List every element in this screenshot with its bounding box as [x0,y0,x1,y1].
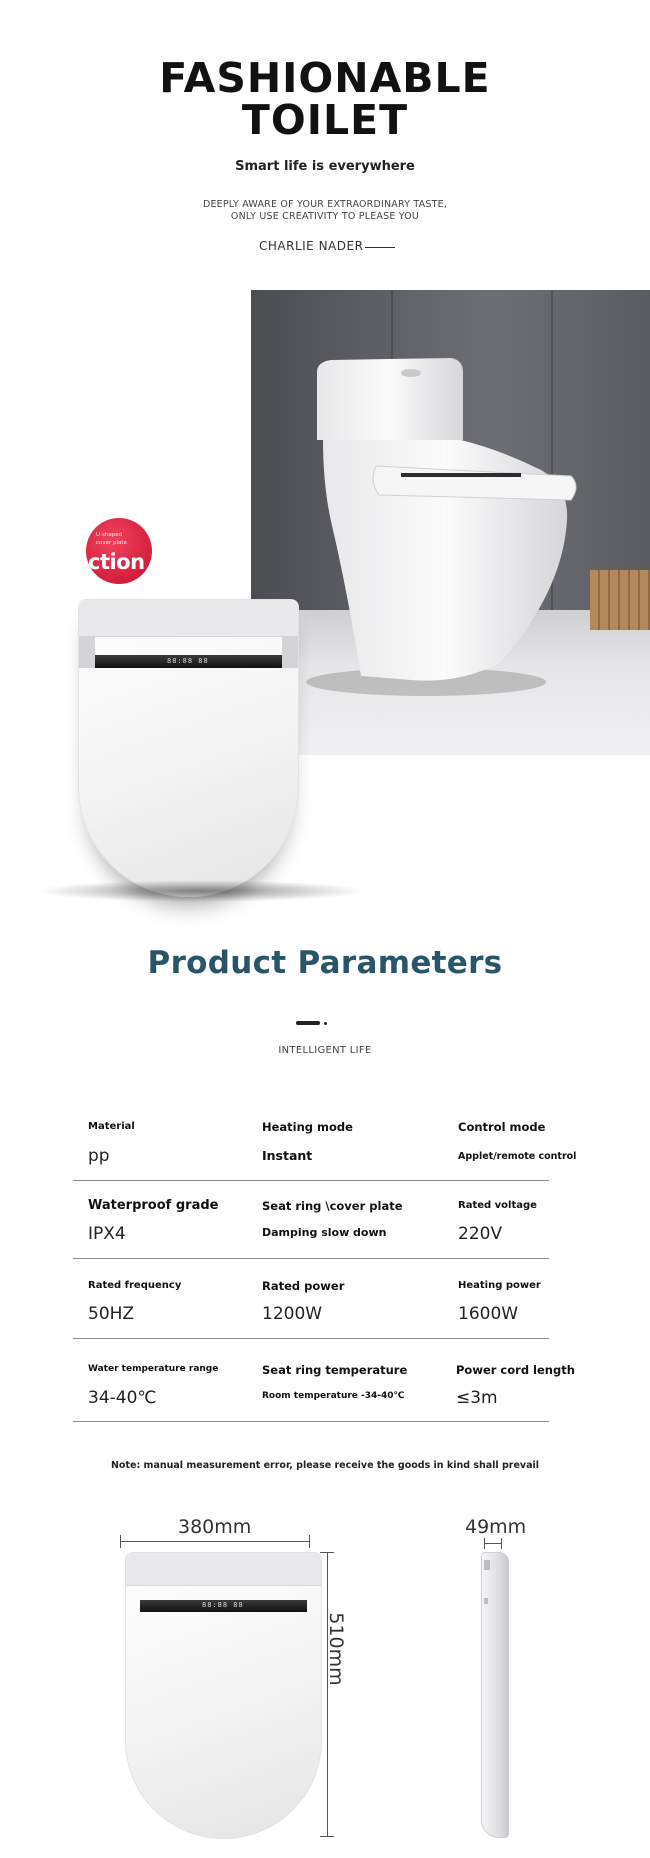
param-label-rated-voltage: Rated voltage [458,1200,537,1211]
dimension-display-bar [140,1600,307,1612]
cover-plate-product [78,599,299,897]
author-divider [365,247,395,248]
hero-author: CHARLIE NADER [259,239,364,253]
param-label-control-mode: Control mode [458,1120,546,1134]
dimension-height-label: 510mm [325,1612,347,1686]
badge-small-line2: cover plate [96,540,127,546]
param-value-waterproof-grade: IPX4 [88,1224,126,1244]
param-label-seat-ring-cover: Seat ring \cover plate [262,1199,403,1213]
dimension-width-label: 380mm [178,1516,252,1538]
dimension-width-line [120,1541,310,1542]
param-label-rated-frequency: Rated frequency [88,1280,182,1291]
param-label-seat-ring-temperature: Seat ring temperature [262,1363,408,1377]
hero-tagline-line2: ONLY USE CREATIVITY TO PLEASE YOU [230,211,420,222]
param-value-power-cord-length: ≤3m [456,1388,498,1408]
measurement-note: Note: manual measurement error, please receive the goods in kind shall prevail [110,1460,540,1471]
param-row-divider [73,1421,549,1422]
param-value-rated-voltage: 220V [458,1224,503,1244]
dimension-display-digits: 88:88 88 [202,1601,244,1609]
param-value-seat-ring-cover: Damping slow down [262,1226,387,1239]
param-label-water-temperature: Water temperature range [88,1364,219,1374]
parameters-dash [296,1021,320,1025]
cover-display-digits: 88:88 88 [167,657,209,665]
param-label-material: Material [88,1121,135,1132]
param-label-rated-power: Rated power [262,1279,345,1293]
hero-subtitle: Smart life is everywhere [235,159,415,174]
param-value-material: pp [88,1146,110,1166]
hero-tagline-line1: DEEPLY AWARE OF YOUR EXTRAORDINARY TASTE, [202,199,448,210]
param-value-heating-mode: Instant [262,1148,313,1163]
dimension-side-view [481,1552,509,1838]
param-value-seat-ring-temperature: Room temperature -34-40℃ [262,1391,405,1401]
dimension-depth-label: 49mm [465,1516,527,1538]
hero-title-line1: FASHIONABLE [159,54,491,102]
parameters-subtitle: INTELLIGENT LIFE [278,1045,372,1056]
param-row-divider [73,1180,549,1181]
u-shaped-cover-badge [86,518,152,584]
param-value-heating-power: 1600W [458,1304,519,1324]
parameters-dot [324,1022,327,1025]
param-value-rated-power: 1200W [262,1304,323,1324]
bathroom-photo [251,290,650,755]
param-label-waterproof-grade: Waterproof grade [88,1198,219,1213]
param-row-divider [73,1338,549,1339]
cover-shadow [36,880,366,902]
param-label-power-cord-length: Power cord length [456,1363,575,1377]
param-row-divider [73,1258,549,1259]
dimension-front-view [125,1552,322,1839]
toilet-illustration [251,290,650,755]
param-value-control-mode: Applet/remote control [458,1151,577,1162]
param-value-water-temperature: 34-40℃ [88,1388,157,1408]
badge-small-line1: U-shaped [96,532,123,538]
parameters-title: Product Parameters [147,945,503,981]
dimension-depth-line [484,1543,502,1544]
param-label-heating-mode: Heating mode [262,1120,353,1134]
param-label-heating-power: Heating power [458,1280,541,1291]
badge-big-text: ction [88,550,145,574]
cover-display-bar [95,655,282,668]
hero-title-line2: TOILET [241,96,409,144]
dimension-height-line [327,1552,328,1837]
param-value-rated-frequency: 50HZ [88,1304,135,1324]
